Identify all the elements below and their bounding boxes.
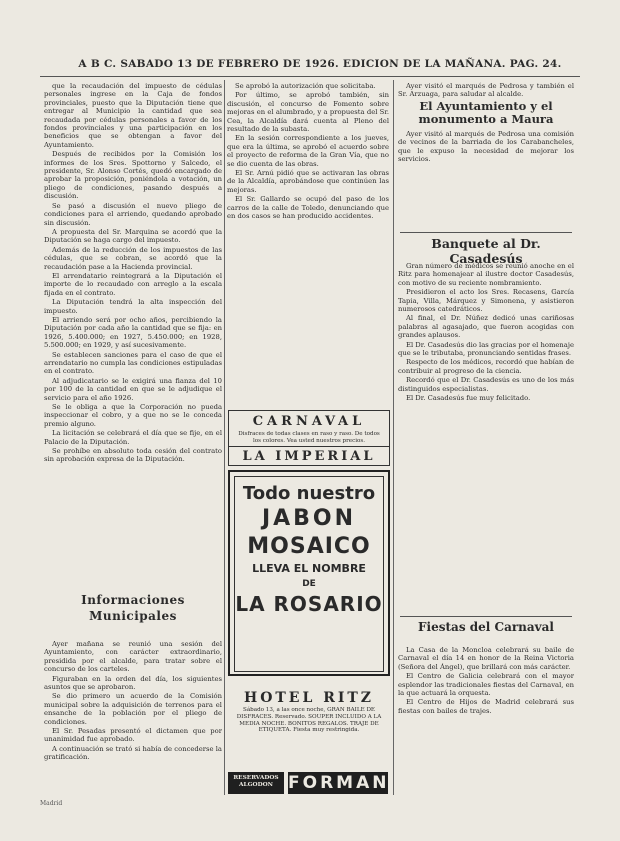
paragraph: A propuesta del Sr. Marquina se acordó que la Diputación se haga cargo del impuesto. <box>44 227 222 245</box>
paragraph: Además de la reducción de los impuestos de las cédulas, que se cobran, se acordó que la recaudación pase a la Hacienda provincial. <box>44 245 222 271</box>
paragraph: El Dr. Casadesús dio las gracias por el homenaje que se le tributaba, pronunciando sentidas frases. <box>398 340 574 358</box>
column-3-banquete <box>398 262 574 612</box>
paragraph: Gran número de médicos se reunió anoche en el Ritz para homenajear al ilustre doctor Casadesús, con motivo de su reciente nombramiento. <box>398 262 574 287</box>
paragraph: Se prohíbe en absoluto toda cesión del contrato sin aprobación expresa de la Diputación. <box>44 447 222 464</box>
paragraph: El arriendo será por ocho años, percibiendo la Diputación por cada año la cantidad que se fija: en 1926, 5.400.000; en 1927, 5.450.000; en 1928, 5.500.000; en 1929, y así sucesivamente. <box>44 315 222 350</box>
page-footer: Madrid <box>40 800 63 807</box>
paragraph: La licitación se celebrará el día que se fije, en el Palacio de la Diputación. <box>44 429 222 446</box>
ad-line: Todo nuestro <box>242 483 376 504</box>
paragraph: A continuación se trató si había de concederse la gratificación. <box>44 744 222 762</box>
column-3-ayuntamiento <box>398 130 574 226</box>
paragraph: Presidieron el acto los Sres. Recasens, García Tapia, Villa, Márquez y Simonena, y asistieron numerosos catedráticos. <box>398 288 574 314</box>
paragraph: Se establecen sanciones para el caso de que el arrendatario no cumpla las condiciones estipuladas en el contrato. <box>44 350 222 376</box>
ad-body: Sábado 13, a las once noche, GRAN BAILE DE DISFRACES. Reservado. SOUPER INCLUIDO A LA MEDIA NOCHE. BONITOS REGALOS. TRAJE DE ETIQUETA. Fiesta muy restringida. <box>236 707 382 734</box>
column-1-article <box>44 82 222 628</box>
section-heading-informaciones: Informaciones Municipales <box>81 593 185 623</box>
ad-box-text: RESERVADOS ALGODON <box>228 772 284 794</box>
paragraph: El Sr. Arnú pidió que se activaran las obras de la Alcaldía, aprobándose que continúen las mejoras. <box>227 169 389 194</box>
paragraph: Respecto de los médicos, recordó que habían de contribuir al progreso de la ciencia. <box>398 358 574 375</box>
paragraph: Se aprobó la autorización que solicitaba. <box>235 82 376 90</box>
page-header: A B C. SABADO 13 DE FEBRERO DE 1926. EDICION DE LA MAÑANA. PAG. 24. <box>78 58 562 70</box>
paragraph: Al adjudicatario se le exigirá una fianza del 10 por 100 de la cantidad en que se le adjudique el servicio para el año 1926. <box>44 376 222 402</box>
ad-shop-name: LA IMPERIAL <box>229 446 389 464</box>
paragraph: Se le obliga a que la Corporación no pueda inspeccionar el cobro, y a que no se le conceda premio alguno. <box>44 403 222 428</box>
ad-line: MOSAICO <box>247 534 371 559</box>
paragraph: Ayer mañana se reunió una sesión del Ayuntamiento, con carácter extraordinario, presidida por el alcalde, para tratar sobre el concurso de los carteles. <box>44 640 222 674</box>
paragraph: Se pasó a discusión el nuevo pliego de condiciones para el arriendo, quedando aprobado sin discusión. <box>44 201 222 227</box>
paragraph: Por último, se aprobó también, sin discusión, el concurso de Fomento sobre mejoras en el alumbrado, y a propuesta del Sr. Cea, la Alcaldía dará cuenta al Pleno del resultado de la subasta. <box>227 91 389 134</box>
ad-title: HOTEL RITZ <box>243 690 375 706</box>
paragraph: El Centro de Hijos de Madrid celebrará sus fiestas con bailes de trajes. <box>398 698 574 715</box>
column-separator <box>393 80 394 795</box>
paragraph: Figuraban en la orden del día, los siguientes asuntos que se aprobaron. <box>44 674 222 692</box>
ad-line: LA ROSARIO <box>235 592 383 616</box>
column-2-article <box>227 82 389 402</box>
ad-line: DE <box>302 579 316 589</box>
paragraph: La Diputación tendrá la alta inspección del impuesto. <box>44 298 222 315</box>
ad-jabon-mosaico <box>228 470 390 676</box>
paragraph: Se dio primero un acuerdo de la Comisión municipal sobre la adquisición de terrenos para el ensanche de la población por el pliego de condiciones. <box>44 692 222 726</box>
paragraph: que la recaudación del impuesto de cédulas personales ingrese en la Caja de fondos provinciales, puesto que la Diputación tiene que entregar al Municipio la cantidad que sea recaudada por cédulas personales a favor de los fondos provinciales y una participación en los beneficios que se obtengan a favor del Ayuntamiento. <box>44 82 222 149</box>
ad-body: Disfraces de todas clases en raso y raso. De todos los colores. Vea usted nuestros precios. <box>238 431 380 444</box>
paragraph: Ayer visitó al marqués de Pedrosa una comisión de vecinos de la barriada de los Carabancheles, que le expuso la necesidad de mejorar los servicios. <box>398 130 574 164</box>
ad-frame <box>234 476 384 672</box>
paragraph: En la sesión correspondiente a los jueves, que era la última, se aprobó el acuerdo sobre el proyecto de reforma de la Gran Vía, que no se dio cuenta de las obras. <box>227 134 389 168</box>
ad-carnaval-imperial <box>228 410 390 466</box>
section-heading-banquete: Banquete al Dr. Casadesús <box>431 236 541 266</box>
column-3-fiestas <box>398 646 574 796</box>
section-heading-ayuntamiento: El Ayuntamiento y el monumento a Maura <box>418 99 554 126</box>
ad-line: JABON <box>261 506 357 531</box>
paragraph: El Centro de Galicia celebrará con el mayor esplendor las tradicionales fiestas del Carnaval, en la que actuará la orquesta. <box>398 672 574 698</box>
paragraph: Después de recibidos por la Comisión los informes de los Sres. Spottorno y Salcedo, el presidente, Sr. Alonso Cortés, quedó encargado de aprobar la proposición, poniéndola a votación, un pliego de condiciones, pasando después a discusión. <box>44 150 222 201</box>
paragraph: Al final, el Dr. Núñez dedicó unas cariñosas palabras al agasajado, que fueron acogidas con grandes aplausos. <box>398 314 574 340</box>
paragraph: El arrendatario reintegrará a la Diputación el importe de lo recaudado con arreglo a la escala fijada en el contrato. <box>44 271 222 297</box>
header-rule <box>40 76 580 77</box>
paragraph: Recordó que el Dr. Casadesús es uno de los más distinguidos especialistas. <box>398 376 574 393</box>
column-1-municipal <box>44 640 222 792</box>
section-rule <box>400 616 572 617</box>
paragraph: El Dr. Casadesús fue muy felicitado. <box>406 394 531 403</box>
ad-forman <box>228 772 390 794</box>
column-separator <box>224 80 225 795</box>
column-3-intro <box>398 82 574 100</box>
paragraph: El Sr. Pesadas presentó el dictamen que por unanimidad fue aprobado. <box>44 727 222 744</box>
ad-title: CARNAVAL <box>252 414 366 429</box>
ad-line: LLEVA EL NOMBRE <box>252 562 366 575</box>
paragraph: El Sr. Gallardo se ocupó del paso de los carros de la calle de Toledo, denunciando que en dos casos se han producido accidentes. <box>227 195 389 221</box>
paragraph: Ayer visitó el marqués de Pedrosa y también el Sr. Arzuaga, para saludar al alcalde. <box>398 82 574 99</box>
section-rule <box>400 232 572 233</box>
ad-brand: FORMAN <box>288 773 390 793</box>
paragraph: La Casa de la Moncloa celebrará su baile de Carnaval el día 14 en honor de la Reina Victoria (Señora del Ángel), que brillará con más carácter. <box>398 646 574 671</box>
section-heading-fiestas: Fiestas del Carnaval <box>418 620 554 634</box>
